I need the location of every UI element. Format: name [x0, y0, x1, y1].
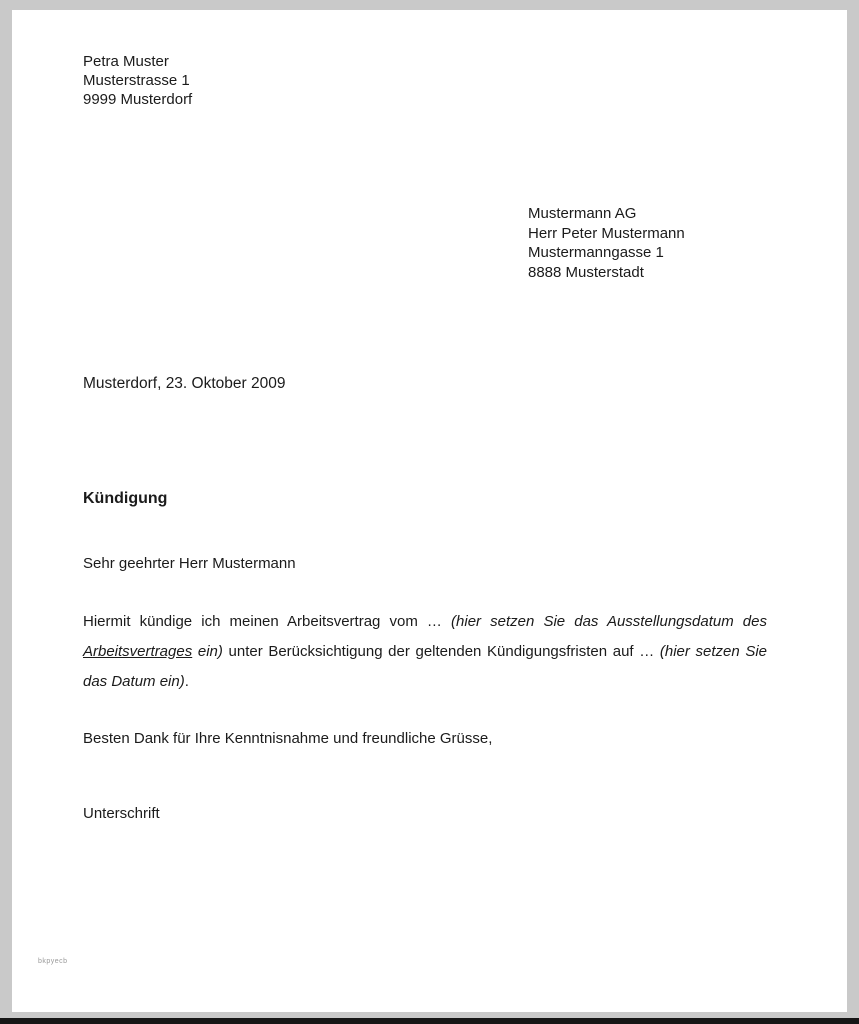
sender-name: Petra Muster: [83, 53, 169, 70]
sender-address: [83, 52, 767, 109]
subject-line: Kündigung: [83, 490, 168, 507]
body-segment-italic: (hier setzen Sie das Datum ein): [83, 643, 768, 690]
body-segment-underlined: Arbeitsvertrages: [83, 643, 193, 660]
body-segment: Hiermit kündige ich meinen Arbeitsvertrag vom …: [83, 613, 452, 630]
sender-street: Musterstrasse 1: [83, 72, 190, 89]
recipient-name: Herr Peter Mustermann: [528, 224, 685, 242]
sender-city: 9999 Musterdorf: [83, 91, 193, 108]
recipient-address: [528, 204, 767, 282]
salutation: Sehr geehrter Herr Mustermann: [83, 555, 296, 572]
body-paragraph: [83, 607, 767, 697]
bottom-edge-bar: [0, 1018, 859, 1024]
letter-page: [12, 10, 847, 1012]
signature-label: Unterschrift: [83, 805, 160, 822]
body-segment-italic: (hier setzen Sie das Ausstellungsdatum des: [451, 613, 767, 630]
body-segment-italic: ein): [192, 643, 223, 660]
recipient-company: Mustermann AG: [528, 205, 637, 222]
closing-line: Besten Dank für Ihre Kenntnisnahme und freundliche Grüsse,: [83, 730, 493, 747]
recipient-city: 8888 Musterstadt: [528, 263, 644, 281]
body-segment: unter Berücksichtigung der geltenden Kündigungsfristen auf …: [222, 643, 660, 660]
date-line: Musterdorf, 23. Oktober 2009: [83, 375, 286, 392]
watermark-text: bkpyecb: [38, 958, 68, 965]
body-segment: .: [184, 673, 189, 690]
recipient-street: Mustermanngasse 1: [528, 244, 664, 261]
